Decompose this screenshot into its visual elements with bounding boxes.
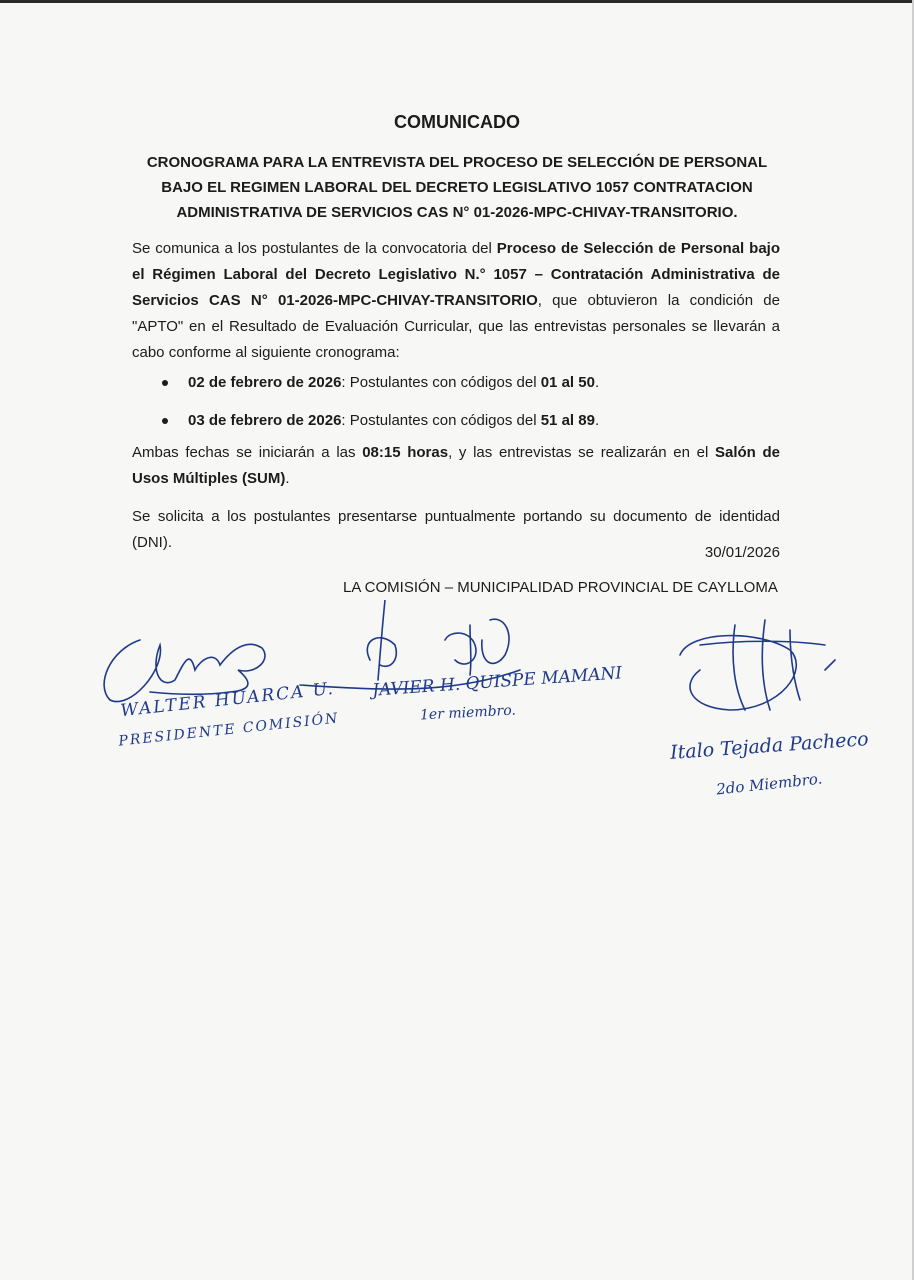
time-place-paragraph [132,440,780,492]
commission-line: LA COMISIÓN – MUNICIPALIDAD PROVINCIAL DE CAYLLOMA [343,579,778,596]
intro-text: Se comunica a los postulantes de la convocatoria del [132,240,497,257]
time-text: Ambas fechas se iniciarán a las [132,444,363,461]
signature-3-role: 2do Miembro. [715,769,824,799]
intro-process-name: Proceso de Selección de Personal bajo el Régimen Laboral del Decreto Legislativo N.° 1057 – Contratación Administrativa de Servicios CAS N° 01-2026-MPC-CHIVAY-TRANSITORIO [132,240,780,309]
schedule-end: . [594,412,600,429]
intro-paragraph [132,236,780,366]
schedule-item [160,370,780,408]
schedule-date: 03 de febrero de 2026 [188,412,342,429]
signature-1-name: WALTER HUARCA U. [119,678,336,722]
interview-place: Salón de Usos Múltiples (SUM) [132,444,780,487]
signature-2-role: 1er miembro. [419,702,517,724]
scan-top-edge [0,0,914,3]
schedule-range: 51 al 89 [540,412,595,429]
signature-1-role: PRESIDENTE COMISIÓN [117,710,341,750]
schedule-list [160,370,780,446]
dni-paragraph: Se solicita a los postulantes presentarse puntualmente portando su documento de identidad (DNI). [132,508,780,551]
schedule-range: 01 al 50 [540,374,595,391]
signature-2-name: JAVIER H. QUISPE MAMANI [371,663,623,701]
signature-3-scribble [680,620,835,710]
schedule-text: : Postulantes con códigos del [341,412,541,429]
signature-3-name: Italo Tejada Pacheco [669,728,870,764]
subtitle-line: CRONOGRAMA PARA LA ENTREVISTA DEL PROCESO DE SELECCIÓN DE PERSONAL [146,154,768,171]
schedule-end: . [594,374,600,391]
place-text: , y las entrevistas se realizarán en el [448,444,715,461]
schedule-date: 02 de febrero de 2026 [188,374,342,391]
document-title: COMUNICADO [394,112,520,132]
document-date: 30/01/2026 [704,544,780,561]
place-end: . [285,470,290,487]
interview-time: 08:15 horas [362,444,449,461]
subtitle-line: ADMINISTRATIVA DE SERVICIOS CAS N° 01-2026-MPC-CHIVAY-TRANSITORIO. [176,204,738,221]
document-subtitle [130,150,784,225]
schedule-text: : Postulantes con códigos del [341,374,541,391]
subtitle-line: BAJO EL REGIMEN LABORAL DEL DECRETO LEGISLATIVO 1057 CONTRATACION [161,179,753,196]
intro-text-rest: , que obtuvieron la condición de "APTO" en el Resultado de Evaluación Curricular, que las entrevistas personales se llevarán a cabo conforme al siguiente cronograma: [132,292,780,361]
